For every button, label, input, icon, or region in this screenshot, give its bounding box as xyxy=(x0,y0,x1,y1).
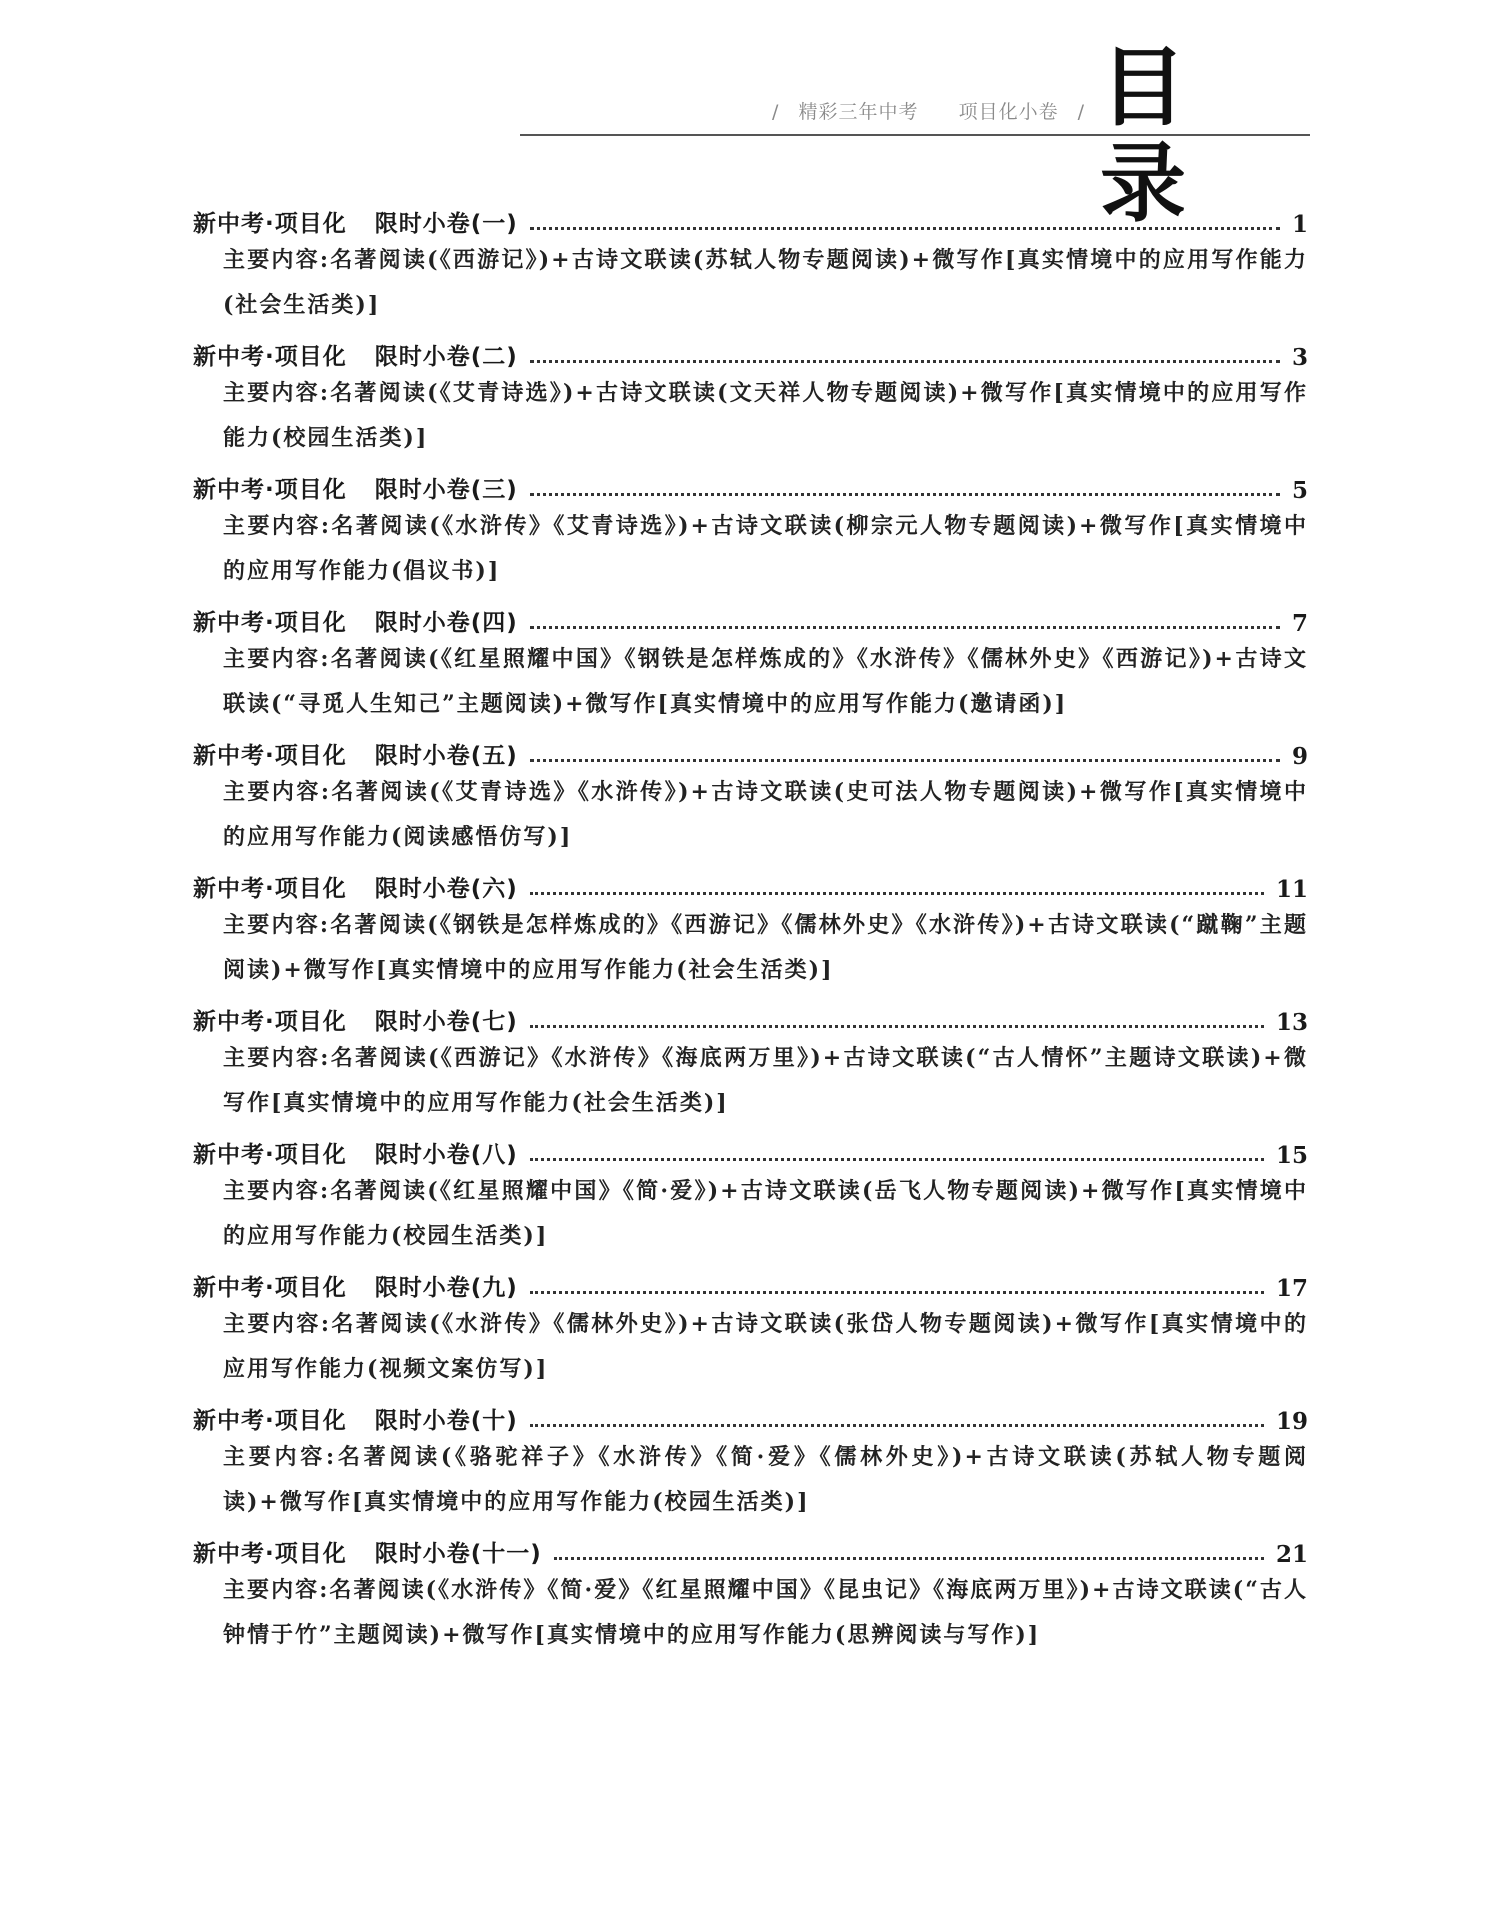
header-series-type: 项目化小卷 xyxy=(958,101,1059,123)
toc-entry-heading xyxy=(193,597,1308,637)
toc-page-number: 13 xyxy=(1275,1009,1308,1036)
toc-entry-heading xyxy=(193,1528,1308,1568)
toc-entry-heading xyxy=(193,863,1308,903)
toc-entry-heading xyxy=(193,464,1308,504)
toc-entry-title xyxy=(193,1003,518,1036)
toc-entry-heading xyxy=(193,198,1308,238)
toc-page-number: 9 xyxy=(1291,743,1308,770)
toc-entry-description: 主要内容:名著阅读(《钢铁是怎样炼成的》《西游记》《儒林外史》《水浒传》)+古诗文联读(“蹴鞠”主题阅读)+微写作[真实情境中的应用写作能力(社会生活类)] xyxy=(223,912,1308,983)
toc-entry-prefix: 新中考·项目化 xyxy=(193,477,347,503)
toc-entry[interactable] xyxy=(193,464,1308,594)
toc-entry-prefix: 新中考·项目化 xyxy=(193,1541,347,1567)
toc-entry-description: 主要内容:名著阅读(《水浒传》《儒林外史》)+古诗文联读(张岱人物专题阅读)+微写作[真实情境中的应用写作能力(视频文案仿写)] xyxy=(223,1311,1308,1382)
toc-entry-heading xyxy=(193,1395,1308,1435)
toc-entry-description: 主要内容:名著阅读(《水浒传》《艾青诗选》)+古诗文联读(柳宗元人物专题阅读)+微写作[真实情境中的应用写作能力(倡议书)] xyxy=(223,513,1308,584)
dot-leader xyxy=(530,1158,1264,1161)
toc-entry[interactable] xyxy=(193,1528,1308,1658)
toc-entry-title xyxy=(193,737,518,770)
toc-page-number: 17 xyxy=(1275,1275,1308,1302)
toc-entry[interactable] xyxy=(193,198,1308,328)
toc-entry-title xyxy=(193,1269,518,1302)
toc-entry-description: 主要内容:名著阅读(《艾青诗选》《水浒传》)+古诗文联读(史可法人物专题阅读)+微写作[真实情境中的应用写作能力(阅读感悟仿写)] xyxy=(223,779,1308,850)
dot-leader xyxy=(554,1557,1264,1560)
table-of-contents xyxy=(193,198,1308,1658)
header-subtitle xyxy=(760,97,1097,124)
toc-entry-prefix: 新中考·项目化 xyxy=(193,743,347,769)
dot-leader xyxy=(530,493,1280,496)
toc-entry-title xyxy=(193,1136,518,1169)
toc-entry-description: 主要内容:名著阅读(《红星照耀中国》《钢铁是怎样炼成的》《水浒传》《儒林外史》《西游记》)+古诗文联读(“寻觅人生知己”主题阅读)+微写作[真实情境中的应用写作能力(邀请函)] xyxy=(223,646,1308,717)
toc-entry-heading xyxy=(193,331,1308,371)
toc-entry-volume: 限时小卷(二) xyxy=(374,344,518,370)
toc-entry-volume: 限时小卷(七) xyxy=(374,1009,518,1035)
toc-entry-description: 主要内容:名著阅读(《红星照耀中国》《简·爱》)+古诗文联读(岳飞人物专题阅读)+微写作[真实情境中的应用写作能力(校园生活类)] xyxy=(223,1178,1308,1249)
toc-page-number: 19 xyxy=(1275,1408,1308,1435)
toc-entry-prefix: 新中考·项目化 xyxy=(193,1408,347,1434)
toc-page-number: 3 xyxy=(1291,344,1308,371)
dot-leader xyxy=(530,892,1264,895)
toc-entry-title xyxy=(193,1402,518,1435)
toc-page-number: 21 xyxy=(1275,1541,1308,1568)
toc-entry[interactable] xyxy=(193,1395,1308,1525)
toc-page-number: 11 xyxy=(1275,876,1308,903)
toc-entry-title xyxy=(193,604,518,637)
toc-entry[interactable] xyxy=(193,863,1308,993)
dot-leader xyxy=(530,759,1280,762)
toc-page-number: 7 xyxy=(1291,610,1308,637)
toc-entry-volume: 限时小卷(五) xyxy=(374,743,518,769)
toc-entry-title xyxy=(193,870,518,903)
dot-leader xyxy=(530,360,1280,363)
page-title: 目录 xyxy=(1100,37,1216,234)
toc-entry-volume: 限时小卷(三) xyxy=(374,477,518,503)
toc-entry-title xyxy=(193,471,518,504)
toc-entry-title xyxy=(193,338,518,371)
toc-entry-title xyxy=(193,205,518,238)
toc-entry[interactable] xyxy=(193,730,1308,860)
toc-entry-prefix: 新中考·项目化 xyxy=(193,876,347,902)
toc-entry[interactable] xyxy=(193,996,1308,1126)
toc-entry-volume: 限时小卷(六) xyxy=(374,876,518,902)
toc-entry-description: 主要内容:名著阅读(《西游记》《水浒传》《海底两万里》)+古诗文联读(“古人情怀”主题诗文联读)+微写作[真实情境中的应用写作能力(社会生活类)] xyxy=(223,1045,1308,1116)
dot-leader xyxy=(530,626,1280,629)
toc-entry-prefix: 新中考·项目化 xyxy=(193,610,347,636)
dot-leader xyxy=(530,227,1280,230)
toc-entry-heading xyxy=(193,730,1308,770)
toc-entry-prefix: 新中考·项目化 xyxy=(193,1275,347,1301)
header-series-name: 精彩三年中考 xyxy=(798,101,919,123)
toc-entry-volume: 限时小卷(十) xyxy=(374,1408,518,1434)
toc-entry-title xyxy=(193,1535,542,1568)
toc-entry[interactable] xyxy=(193,1262,1308,1392)
toc-entry[interactable] xyxy=(193,1129,1308,1259)
dot-leader xyxy=(530,1291,1264,1294)
toc-entry-heading xyxy=(193,996,1308,1036)
toc-entry-description: 主要内容:名著阅读(《骆驼祥子》《水浒传》《简·爱》《儒林外史》)+古诗文联读(苏轼人物专题阅读)+微写作[真实情境中的应用写作能力(校园生活类)] xyxy=(223,1444,1308,1515)
toc-entry-description: 主要内容:名著阅读(《西游记》)+古诗文联读(苏轼人物专题阅读)+微写作[真实情境中的应用写作能力(社会生活类)] xyxy=(223,247,1308,318)
toc-entry-volume: 限时小卷(九) xyxy=(374,1275,518,1301)
page-header xyxy=(520,37,1310,234)
toc-page-number: 1 xyxy=(1291,211,1308,238)
dot-leader xyxy=(530,1424,1264,1427)
toc-entry[interactable] xyxy=(193,597,1308,727)
toc-page-number: 15 xyxy=(1275,1142,1308,1169)
toc-entry-description: 主要内容:名著阅读(《艾青诗选》)+古诗文联读(文天祥人物专题阅读)+微写作[真实情境中的应用写作能力(校园生活类)] xyxy=(223,380,1308,451)
toc-entry[interactable] xyxy=(193,331,1308,461)
toc-entry-prefix: 新中考·项目化 xyxy=(193,211,347,237)
toc-entry-prefix: 新中考·项目化 xyxy=(193,1142,347,1168)
dot-leader xyxy=(530,1025,1264,1028)
toc-entry-volume: 限时小卷(八) xyxy=(374,1142,518,1168)
toc-entry-prefix: 新中考·项目化 xyxy=(193,1009,347,1035)
toc-entry-volume: 限时小卷(一) xyxy=(374,211,518,237)
header-divider xyxy=(520,134,1310,136)
toc-entry-prefix: 新中考·项目化 xyxy=(193,344,347,370)
header-slash-left: / xyxy=(772,101,780,123)
toc-entry-heading xyxy=(193,1129,1308,1169)
toc-entry-heading xyxy=(193,1262,1308,1302)
toc-entry-volume: 限时小卷(四) xyxy=(374,610,518,636)
toc-page-number: 5 xyxy=(1291,477,1308,504)
toc-entry-description: 主要内容:名著阅读(《水浒传》《简·爱》《红星照耀中国》《昆虫记》《海底两万里》)+古诗文联读(“古人钟情于竹”主题阅读)+微写作[真实情境中的应用写作能力(思辨阅读与写作)] xyxy=(223,1577,1308,1648)
toc-entry-volume: 限时小卷(十一) xyxy=(374,1541,542,1567)
header-slash-right: / xyxy=(1077,101,1086,123)
